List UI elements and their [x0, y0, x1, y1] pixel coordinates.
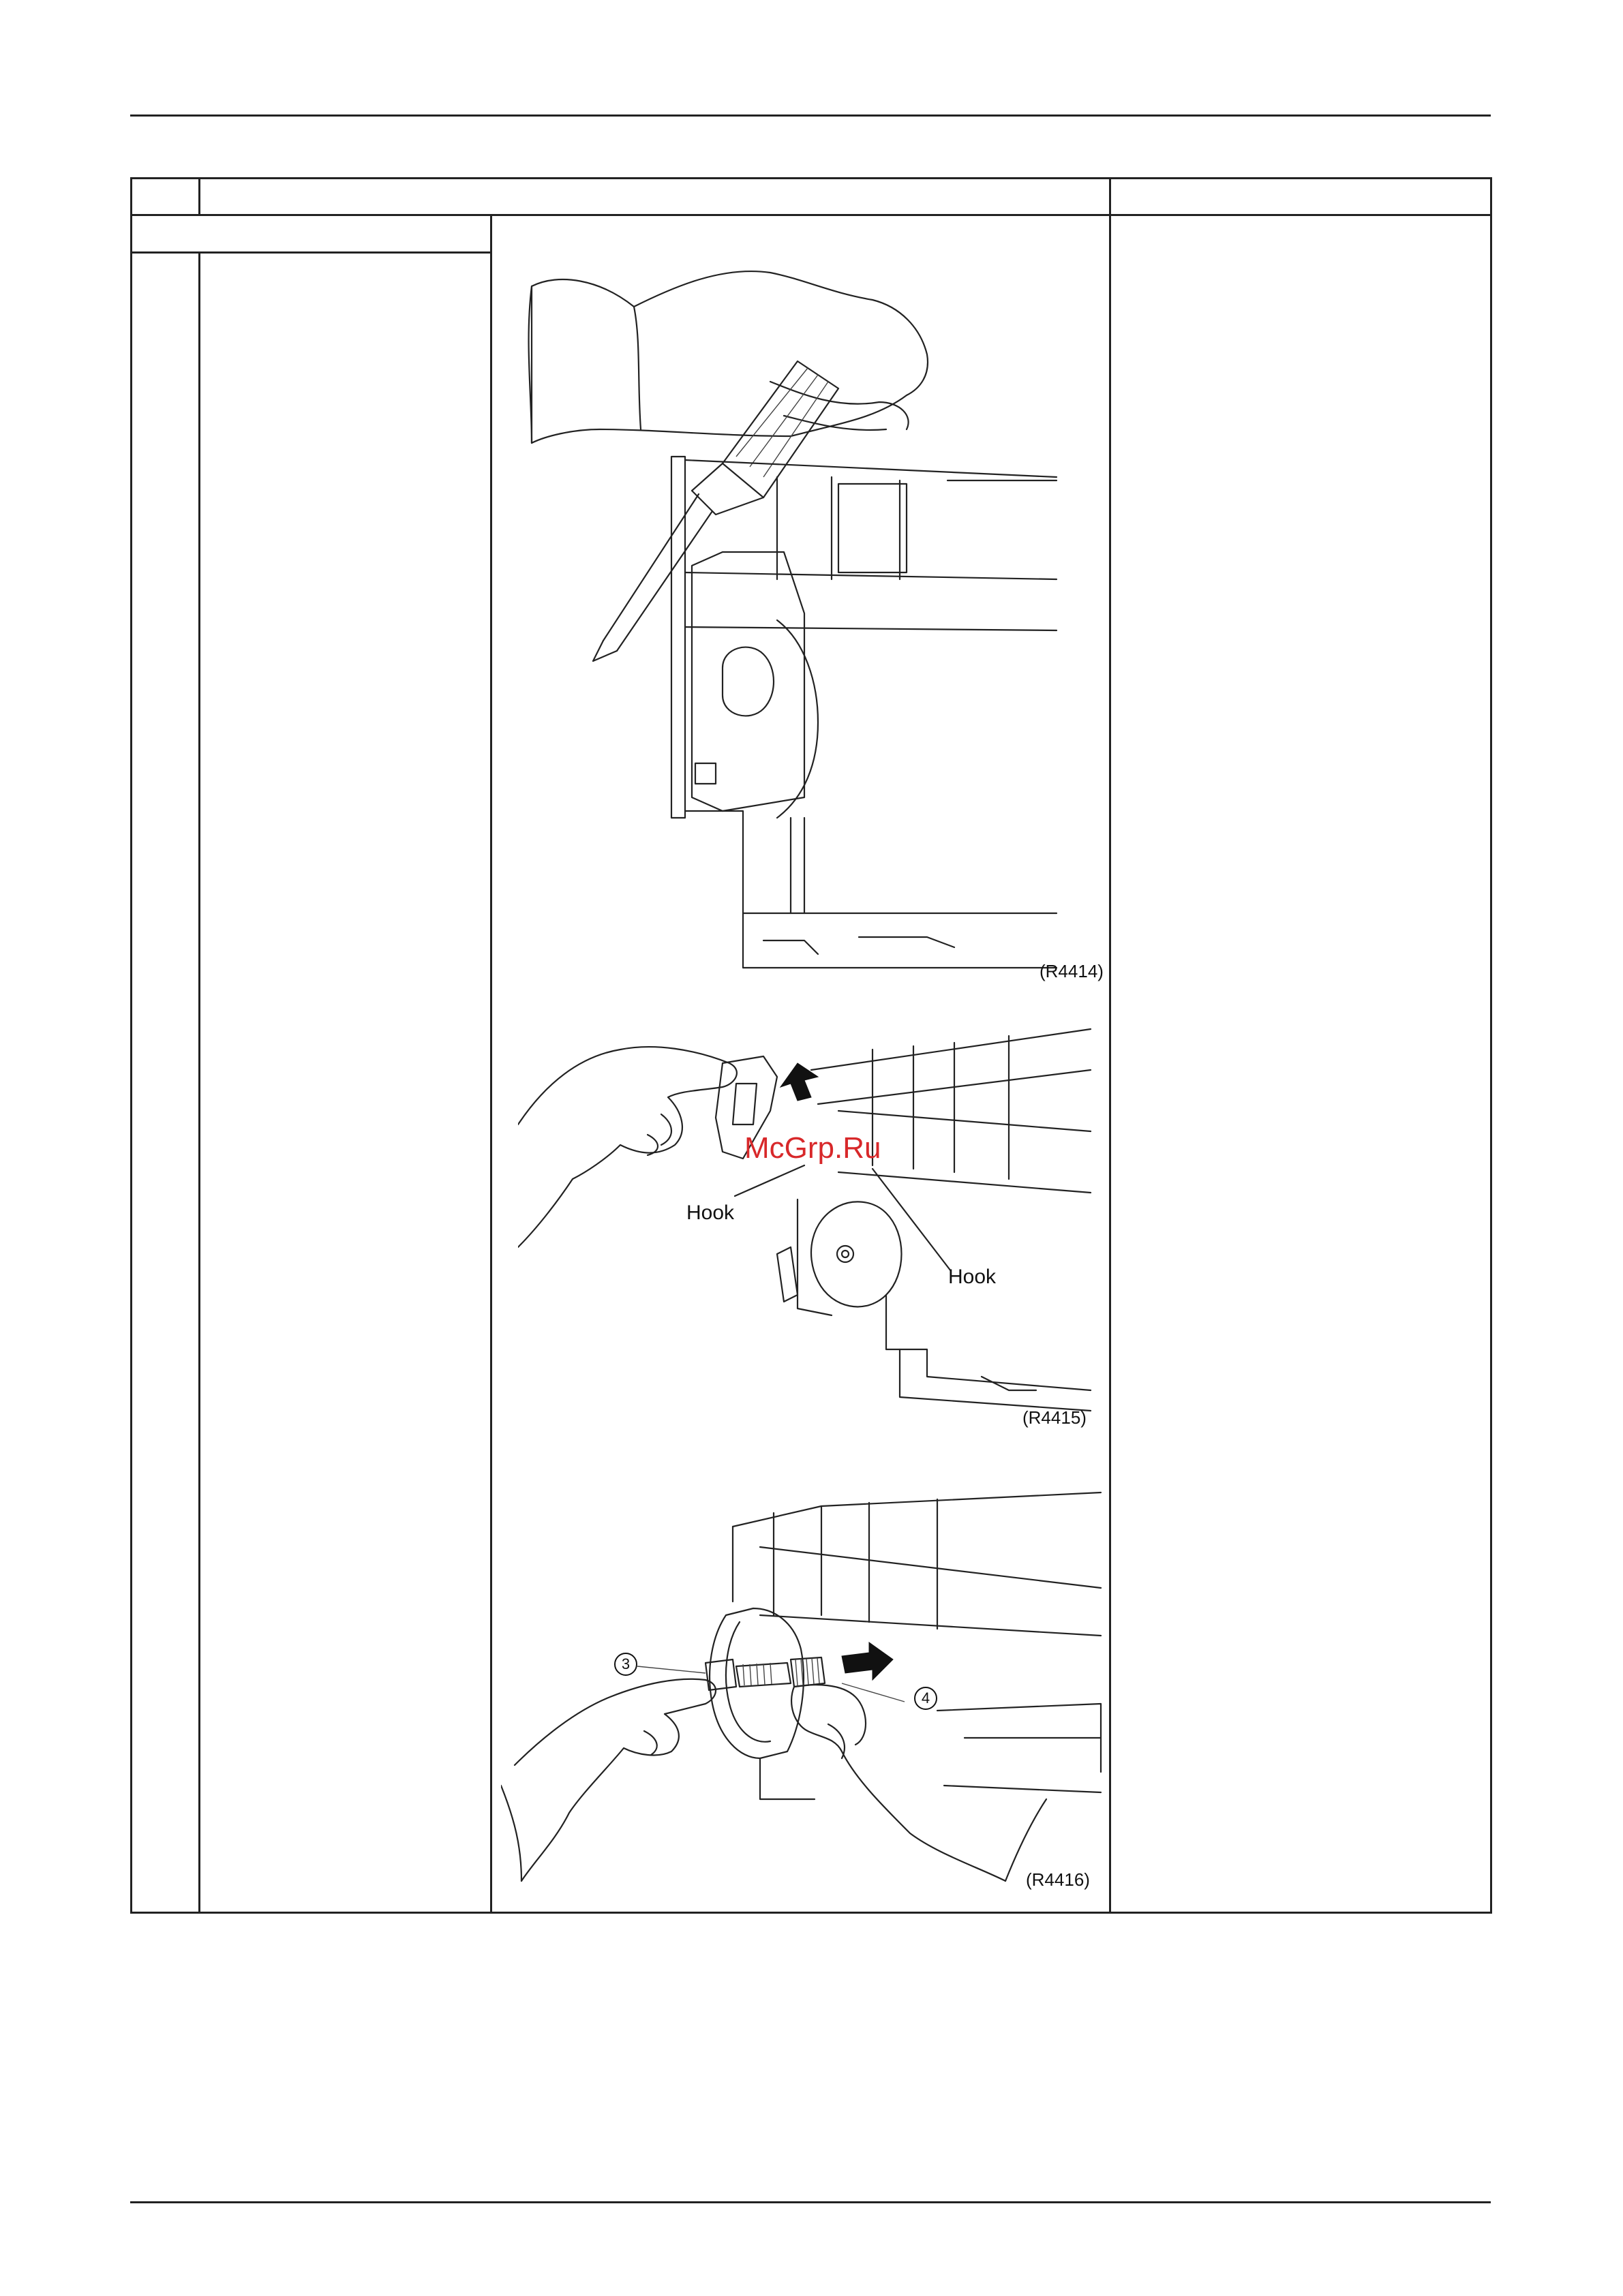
figure-column-divider [490, 214, 492, 1914]
figure-ref-r4414: (R4414) [1040, 961, 1104, 981]
illustration-screwdriver-hand [518, 259, 1104, 975]
hook-label-right: Hook [948, 1266, 997, 1288]
hook-label-left: Hook [686, 1201, 735, 1224]
table-right-border [1490, 177, 1492, 1914]
figure-r4414 [518, 259, 1104, 975]
step-marker-3: 3 [614, 1653, 637, 1676]
illustration-remove-holder [518, 1022, 1104, 1431]
figure-r4415 [518, 1022, 1104, 1431]
table-top-border [130, 177, 1492, 179]
header-rule [130, 114, 1491, 117]
figure-ref-r4416: (R4416) [1026, 1869, 1090, 1890]
table-left-border [130, 177, 132, 1914]
table-bottom-border [130, 1912, 1492, 1914]
figure-r4416 [501, 1479, 1104, 1888]
subheader-divider [130, 251, 491, 254]
step-column-divider [198, 177, 200, 214]
step-marker-4: 4 [914, 1687, 937, 1710]
table-header-divider [130, 214, 1492, 216]
figure-ref-r4415: (R4415) [1022, 1407, 1087, 1428]
step-number-divider [198, 251, 200, 1914]
remarks-column-divider [1109, 177, 1111, 1914]
illustration-pull-bearing [501, 1479, 1104, 1888]
footer-rule [130, 2201, 1491, 2203]
watermark: McGrp.Ru [744, 1131, 881, 1165]
